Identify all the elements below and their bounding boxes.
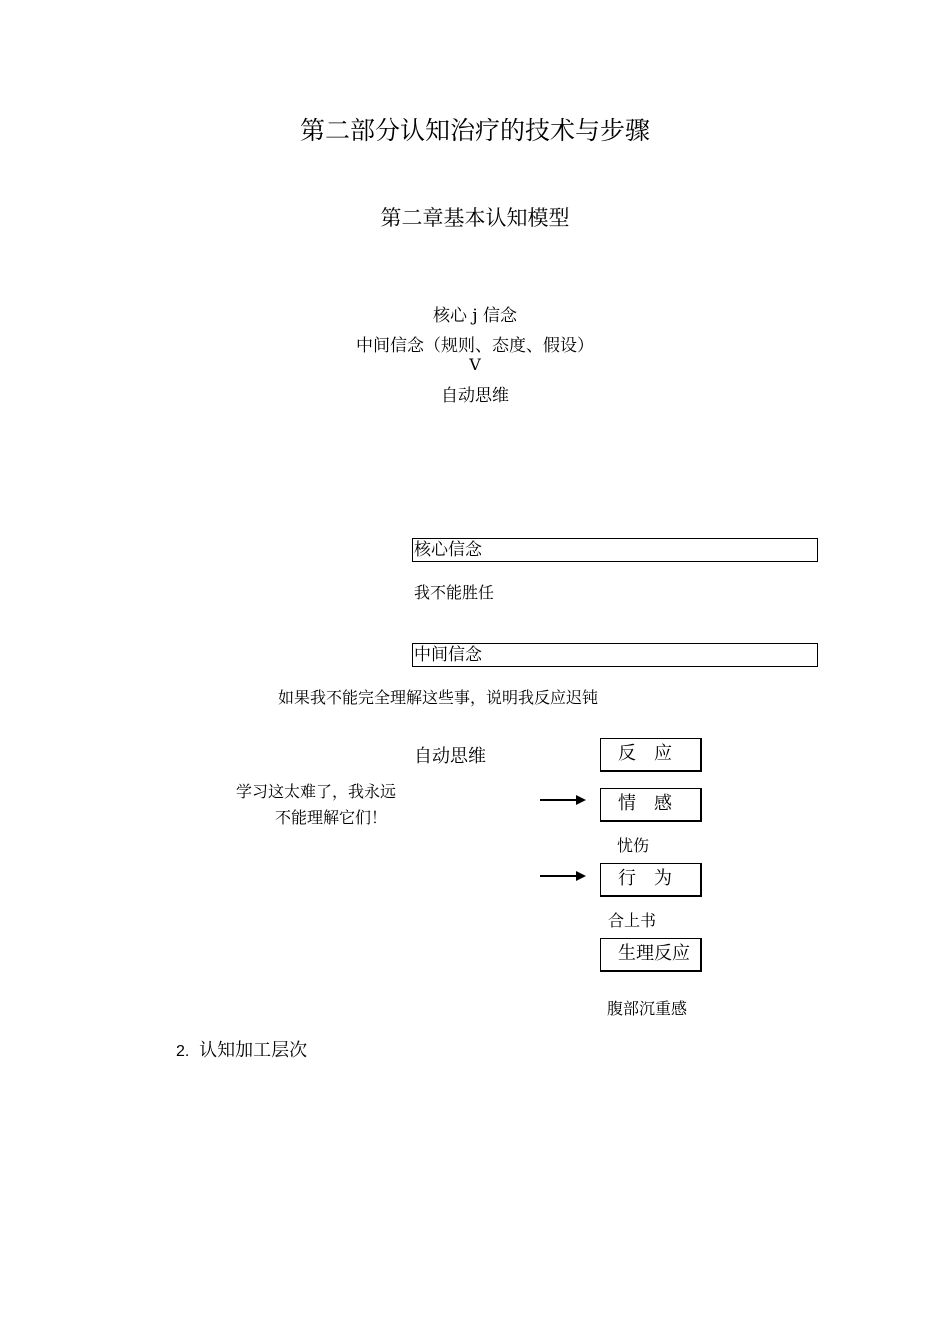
intermediate-belief-text: 如果我不能完全理解这些事，说明我反应迟钝 [278, 688, 599, 707]
physiological-box-label: 生理反应 [618, 943, 690, 964]
behavior-text: 合上书 [608, 911, 657, 930]
arrow-right-icon [540, 870, 586, 882]
emotion-text: 忧伤 [617, 836, 650, 855]
emotion-box [600, 788, 702, 822]
thought-line-1: 学习这太难了，我永远 [236, 782, 397, 801]
reaction-box-label: 反 应 [618, 743, 672, 764]
model-core-belief: 核心 j 信念 [432, 306, 518, 326]
core-belief-box-label: 核心信念 [414, 540, 482, 560]
model-arrow-v: V [469, 355, 481, 374]
section-heading [176, 1036, 307, 1062]
automatic-thought-label: 自动思维 [414, 746, 486, 767]
chapter-title: 第二章基本认知模型 [380, 206, 570, 230]
model-intermediate-belief: 中间信念（规则、态度、假设） [356, 336, 594, 356]
thought-line-2: 不能理解它们！ [275, 808, 388, 827]
behavior-box [600, 863, 702, 897]
emotion-box-label: 情 感 [618, 793, 672, 814]
reaction-box [600, 738, 702, 772]
behavior-box-label: 行 为 [618, 868, 672, 889]
section-number: 2. [176, 1043, 190, 1060]
intermediate-belief-box-label: 中间信念 [414, 645, 482, 665]
core-belief-box [412, 538, 818, 562]
section-label: 认知加工层次 [199, 1040, 308, 1061]
arrow-right-icon [540, 794, 586, 806]
page-title: 第二部分认知治疗的技术与步骤 [299, 116, 650, 145]
core-belief-text: 我不能胜任 [414, 583, 495, 602]
model-automatic-thought: 自动思维 [441, 386, 509, 406]
intermediate-belief-box [412, 643, 818, 667]
physiological-text: 腹部沉重感 [607, 999, 688, 1018]
physiological-box [600, 938, 702, 972]
